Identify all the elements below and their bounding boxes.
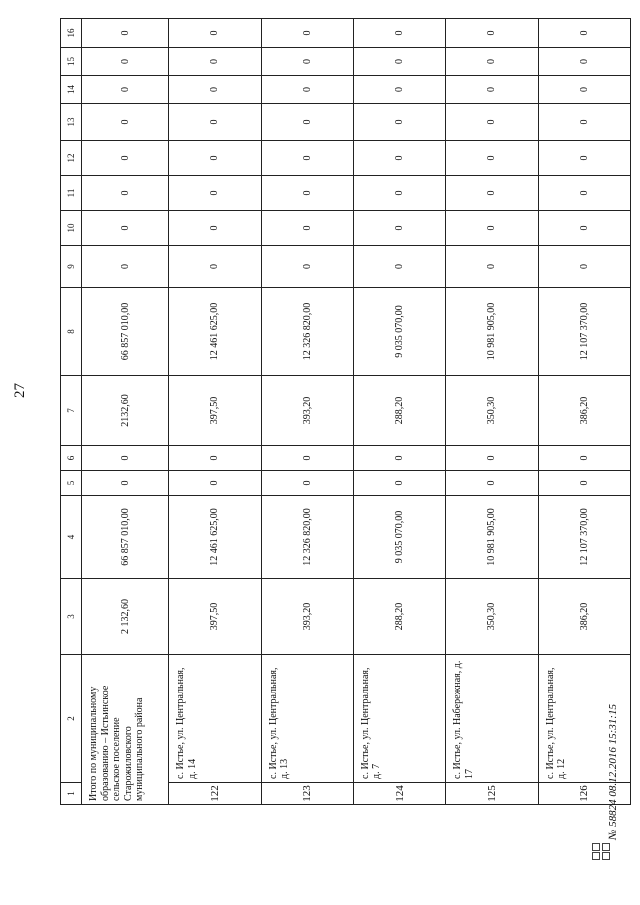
row-cell-c13: 0 [446, 104, 538, 141]
row-cell-c14: 0 [261, 76, 353, 104]
summary-c11: 0 [82, 176, 169, 211]
rotated-table-wrapper [60, 19, 631, 805]
summary-c8: 66 857 010,00 [82, 288, 169, 376]
table-row [538, 19, 630, 805]
row-cell-c5: 0 [538, 471, 630, 496]
summary-c5: 0 [82, 471, 169, 496]
row-cell-c13: 0 [261, 104, 353, 141]
row-cell-c8: 10 981 905,00 [446, 288, 538, 376]
summary-c16: 0 [82, 19, 169, 48]
column-header: 14 [61, 76, 82, 104]
row-cell-c12: 0 [446, 141, 538, 176]
table-row [261, 19, 353, 805]
document-footer-stamp: № 58824 08.12.2016 15:31:15 [607, 704, 619, 840]
row-cell-c8: 12 326 820,00 [261, 288, 353, 376]
row-cell-c9: 0 [353, 246, 445, 288]
summary-row [82, 19, 169, 805]
row-number: 125 [446, 783, 538, 805]
table-row [353, 19, 445, 805]
row-cell-c10: 0 [446, 211, 538, 246]
row-cell-c14: 0 [446, 76, 538, 104]
summary-label: Итого по муниципальному образованию – Истьинское сельское поселение Старожиловского муниципального района [82, 655, 169, 805]
row-cell-c9: 0 [446, 246, 538, 288]
row-cell-c12: 0 [538, 141, 630, 176]
row-cell-c14: 0 [169, 76, 261, 104]
column-header: 9 [61, 246, 82, 288]
summary-c3: 2 132,60 [82, 579, 169, 655]
row-cell-c3: 288,20 [353, 579, 445, 655]
row-number: 123 [261, 783, 353, 805]
column-header: 2 [61, 655, 82, 783]
row-cell-c11: 0 [446, 176, 538, 211]
row-cell-c7: 350,30 [446, 376, 538, 446]
row-cell-c3: 397,50 [169, 579, 261, 655]
row-cell-c6: 0 [261, 446, 353, 471]
column-header: 11 [61, 176, 82, 211]
row-cell-c7: 386,20 [538, 376, 630, 446]
header-row [61, 19, 82, 805]
row-cell-c15: 0 [261, 48, 353, 76]
row-cell-c5: 0 [446, 471, 538, 496]
summary-c12: 0 [82, 141, 169, 176]
row-cell-c10: 0 [353, 211, 445, 246]
row-cell-c5: 0 [261, 471, 353, 496]
summary-c14: 0 [82, 76, 169, 104]
row-cell-c3: 350,30 [446, 579, 538, 655]
row-address: с. Истье, ул. Центральная, д. 13 [261, 655, 353, 783]
summary-c10: 0 [82, 211, 169, 246]
summary-c13: 0 [82, 104, 169, 141]
row-cell-c6: 0 [353, 446, 445, 471]
row-cell-c12: 0 [169, 141, 261, 176]
row-cell-c4: 9 035 070,00 [353, 496, 445, 579]
row-cell-c11: 0 [169, 176, 261, 211]
row-cell-c10: 0 [538, 211, 630, 246]
row-address: с. Истье, ул. Центральная, д. 12 [538, 655, 630, 783]
row-cell-c5: 0 [353, 471, 445, 496]
row-cell-c4: 12 107 370,00 [538, 496, 630, 579]
row-cell-c8: 9 035 070,00 [353, 288, 445, 376]
row-cell-c4: 12 326 820,00 [261, 496, 353, 579]
row-cell-c16: 0 [261, 19, 353, 48]
top-edge-marks [0, 0, 640, 6]
row-cell-c13: 0 [353, 104, 445, 141]
table-row [446, 19, 538, 805]
row-address: с. Истье, ул. Набережная, д. 17 [446, 655, 538, 783]
column-header: 7 [61, 376, 82, 446]
column-header: 13 [61, 104, 82, 141]
summary-c9: 0 [82, 246, 169, 288]
summary-c15: 0 [82, 48, 169, 76]
row-number: 122 [169, 783, 261, 805]
row-cell-c16: 0 [538, 19, 630, 48]
row-cell-c11: 0 [538, 176, 630, 211]
row-cell-c3: 386,20 [538, 579, 630, 655]
row-cell-c8: 12 107 370,00 [538, 288, 630, 376]
column-header: 10 [61, 211, 82, 246]
row-cell-c15: 0 [353, 48, 445, 76]
row-cell-c7: 397,50 [169, 376, 261, 446]
row-cell-c9: 0 [538, 246, 630, 288]
column-header: 12 [61, 141, 82, 176]
row-cell-c4: 10 981 905,00 [446, 496, 538, 579]
row-cell-c13: 0 [538, 104, 630, 141]
row-cell-c5: 0 [169, 471, 261, 496]
row-cell-c8: 12 461 625,00 [169, 288, 261, 376]
summary-c4: 66 857 010,00 [82, 496, 169, 579]
row-cell-c6: 0 [446, 446, 538, 471]
column-header: 16 [61, 19, 82, 48]
row-cell-c6: 0 [538, 446, 630, 471]
row-cell-c14: 0 [353, 76, 445, 104]
column-header: 3 [61, 579, 82, 655]
row-cell-c9: 0 [261, 246, 353, 288]
row-number: 126 [538, 783, 630, 805]
row-cell-c11: 0 [261, 176, 353, 211]
row-cell-c14: 0 [538, 76, 630, 104]
row-cell-c16: 0 [353, 19, 445, 48]
row-cell-c3: 393,20 [261, 579, 353, 655]
summary-c7: 2132,60 [82, 376, 169, 446]
page-number: 27 [12, 383, 28, 398]
row-cell-c4: 12 461 625,00 [169, 496, 261, 579]
row-cell-c7: 288,20 [353, 376, 445, 446]
row-cell-c15: 0 [446, 48, 538, 76]
barcode-stamp-icon [592, 840, 638, 860]
table-row [169, 19, 261, 805]
column-header: 5 [61, 471, 82, 496]
row-cell-c6: 0 [169, 446, 261, 471]
data-table [60, 18, 631, 805]
row-cell-c9: 0 [169, 246, 261, 288]
column-header: 6 [61, 446, 82, 471]
row-address: с. Истье, ул. Центральная, д. 7 [353, 655, 445, 783]
column-header: 1 [61, 783, 82, 805]
column-header: 8 [61, 288, 82, 376]
summary-c6: 0 [82, 446, 169, 471]
row-cell-c16: 0 [169, 19, 261, 48]
column-header: 4 [61, 496, 82, 579]
row-cell-c15: 0 [169, 48, 261, 76]
column-header: 15 [61, 48, 82, 76]
row-cell-c16: 0 [446, 19, 538, 48]
row-address: с. Истье, ул. Центральная, д. 14 [169, 655, 261, 783]
row-cell-c15: 0 [538, 48, 630, 76]
row-number: 124 [353, 783, 445, 805]
row-cell-c10: 0 [261, 211, 353, 246]
row-cell-c7: 393,20 [261, 376, 353, 446]
row-cell-c12: 0 [261, 141, 353, 176]
row-cell-c11: 0 [353, 176, 445, 211]
row-cell-c10: 0 [169, 211, 261, 246]
row-cell-c13: 0 [169, 104, 261, 141]
row-cell-c12: 0 [353, 141, 445, 176]
